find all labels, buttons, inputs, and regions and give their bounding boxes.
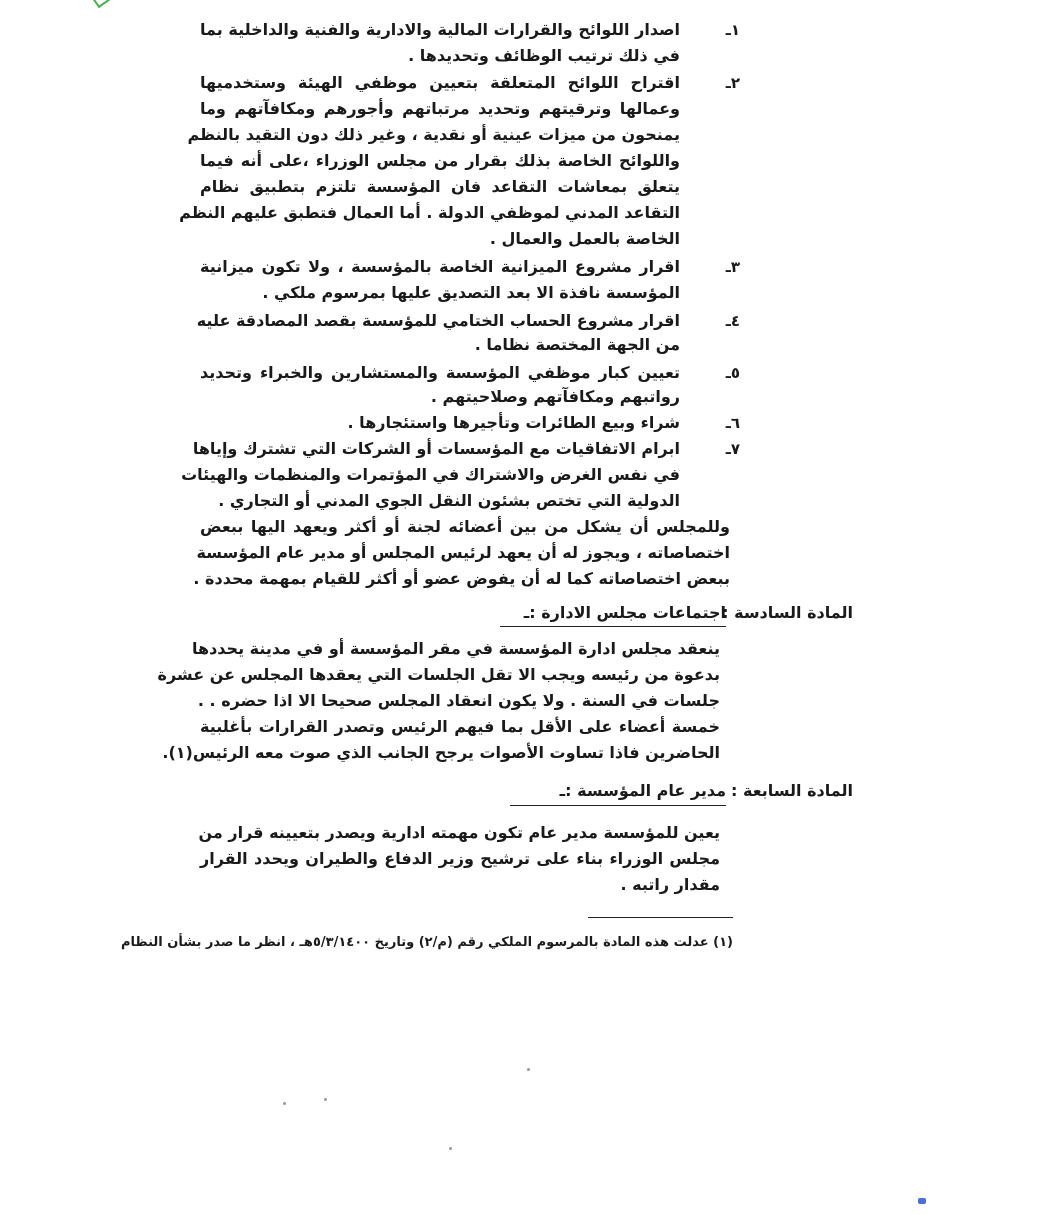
closing-paragraph-line-2: اختصاصاته ، ويجوز له أن يعهد لرئيس المجلس أو مدير عام المؤسسة — [196, 543, 730, 562]
item-3-line-2: المؤسسة نافذة الا بعد التصديق عليها بمرسوم ملكي . — [262, 283, 680, 302]
item-2-line-7: الخاصة بالعمل والعمال . — [489, 229, 680, 248]
item-2-line-6: التقاعد المدني لموظفي الدولة . أما العمال فتطبق عليهم النظم — [179, 203, 680, 222]
article-6-line-5: الحاضرين فاذا تساوت الأصوات يرجح الجانب الذي صوت معه الرئيس(١). — [162, 743, 720, 762]
article-6-label: المادة السادسة : — [722, 603, 853, 622]
article-6-line-1: ينعقد مجلس ادارة المؤسسة في مقر المؤسسة أو في مدينة يحددها — [191, 639, 720, 658]
article-6-line-4: خمسة أعضاء على الأقل بما فيهم الرئيس وتصدر القرارات بأغلبية — [200, 717, 720, 736]
item-7-number: ٧ـ — [725, 440, 740, 458]
article-7-line-1: يعين للمؤسسة مدير عام تكون مهمته ادارية ويصدر بتعيينه قرار من — [198, 823, 720, 842]
item-3-line-1: اقرار مشروع الميزانية الخاصة بالمؤسسة ، ولا تكون ميزانية — [200, 257, 680, 276]
article-7-title-underline — [510, 805, 726, 806]
article-6-line-2: بدعوة من رئيسه ويجب الا تقل الجلسات التي يعقدها المجلس عن عشرة — [157, 665, 720, 684]
item-1-number: ١ـ — [725, 21, 740, 39]
item-7-line-2: في نفس الغرض والاشتراك في المؤتمرات والمنظمات والهيئات — [181, 465, 680, 484]
item-5-number: ٥ـ — [725, 364, 740, 382]
item-5-line-1: تعيين كبار موظفي المؤسسة والمستشارين والخبراء وتحديد — [200, 363, 680, 382]
item-4-line-2: من الجهة المختصة نظاما . — [474, 335, 680, 354]
item-2-line-3: يمنحون من ميزات عينية أو نقدية ، وغير ذلك دون التقيد بالنظم — [187, 125, 680, 144]
article-7-line-2: مجلس الوزراء بناء على ترشيح وزير الدفاع والطيران ويحدد القرار — [200, 849, 720, 868]
article-6-title: اجتماعات مجلس الادارة :ـ — [523, 603, 726, 622]
item-3-number: ٣ـ — [725, 258, 740, 276]
item-2-line-2: وعمالها وترقيتهم وتحديد مرتباتهم وأجورهم ومكافآتهم وما — [200, 99, 680, 118]
footnote-text: (١) عدلت هذه المادة بالمرسوم الملكي رقم (م/٢) وتاريخ ٥/٣/١٤٠٠هـ ، انظر ما صدر بشأن النظام — [121, 935, 733, 950]
article-7-title: مدير عام المؤسسة :ـ — [559, 781, 726, 800]
item-6-line-1: شراء وبيع الطائرات وتأجيرها واستئجارها . — [347, 413, 680, 432]
item-4-number: ٤ـ — [725, 312, 740, 330]
scan-speck — [324, 1098, 327, 1101]
item-5-line-2: رواتبهم ومكافآتهم وصلاحيتهم . — [430, 387, 680, 406]
item-1-line-1: اصدار اللوائح والقرارات المالية والادارية والفنية والداخلية بما — [200, 20, 680, 39]
scan-speck — [449, 1147, 452, 1150]
item-7-line-3: الدولية التي تختص بشئون النقل الجوي المدني أو التجاري . — [218, 491, 680, 510]
article-6-line-3: جلسات في السنة . ولا يكون انعقاد المجلس صحيحا الا اذا حضره . . — [197, 691, 720, 710]
closing-paragraph-line-1: وللمجلس أن يشكل من بين أعضائه لجنة أو أكثر ويعهد اليها ببعض — [200, 517, 730, 536]
item-1-line-2: في ذلك ترتيب الوظائف وتحديدها . — [408, 46, 680, 65]
scan-speck — [527, 1068, 530, 1071]
item-4-line-1: اقرار مشروع الحساب الختامي للمؤسسة بقصد المصادقة عليه — [196, 311, 680, 330]
item-2-line-1: اقتراح اللوائح المتعلقة بتعيين موظفي الهيئة وستخدميها — [200, 73, 680, 92]
article-6-title-underline — [500, 626, 726, 627]
footnote-separator — [588, 917, 733, 918]
item-7-line-1: ابرام الاتفاقيات مع المؤسسات أو الشركات التي تشترك وإياها — [192, 439, 680, 458]
article-7-line-3: مقدار راتبه . — [620, 875, 720, 894]
closing-paragraph-line-3: ببعض اختصاصاته كما له أن يفوض عضو أو أكثر للقيام بمهمة محددة . — [193, 569, 730, 588]
item-6-number: ٦ـ — [725, 414, 740, 432]
page-corner-mark — [918, 1198, 926, 1204]
article-7-label: المادة السابعة : — [731, 781, 853, 800]
scan-speck — [283, 1102, 286, 1105]
item-2-number: ٢ـ — [725, 74, 740, 92]
item-2-line-5: يتعلق بمعاشات التقاعد فان المؤسسة تلتزم بتطبيق نظام — [200, 177, 680, 196]
item-2-line-4: واللوائح الخاصة بذلك بقرار من مجلس الوزراء ،على أنه فيما — [200, 151, 680, 170]
green-check-mark — [93, 0, 112, 8]
